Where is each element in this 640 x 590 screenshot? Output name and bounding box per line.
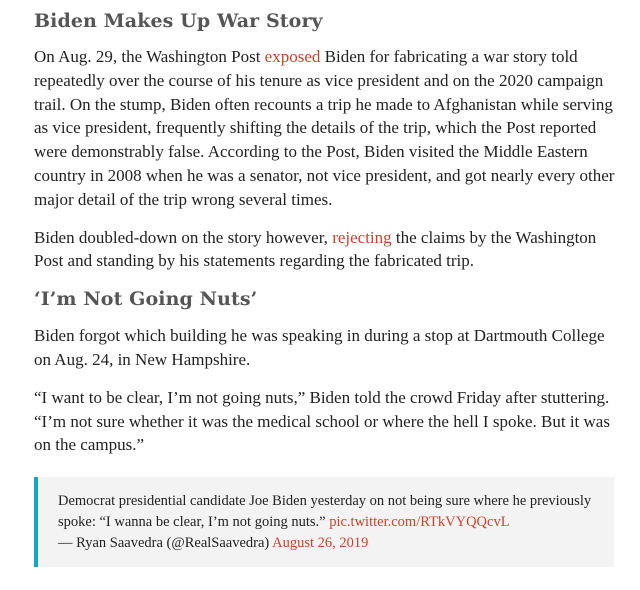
war-story-p1-text-after: Biden for fabricating a war story told repeatedly over the course of his tenure as vice president and on the 2020 campaign trail. On the stump, Biden often recounts a trip he made to Afghanistan while serving as vice president, frequently shifting the details of the trip, which the Post reported were demonstrably false. According to the Post, Biden visited the Middle Eastern country in 2008 when he was a senator, not vice president, and got nearly every other major detail of the trip wrong several times. xyxy=(34,47,615,209)
tweet-date-link[interactable]: August 26, 2019 xyxy=(272,535,369,552)
embedded-tweet-quote xyxy=(34,477,614,567)
tweet-text: Democrat presidential candidate Joe Biden yesterday on not being sure where he previously spoke: “I wanna be clear, I’m not going nuts.” xyxy=(58,493,592,531)
nuts-paragraph-2: “I want to be clear, I’m not going nuts,” Biden told the crowd Friday after stuttering. “I’m not sure whether it was the medical school or where the hell I spoke. But it was on the campus.” xyxy=(34,387,610,455)
section-heading-war-story: Biden Makes Up War Story xyxy=(34,10,323,32)
war-story-paragraph-2 xyxy=(34,226,620,274)
rejecting-link[interactable]: rejecting xyxy=(332,227,392,247)
tweet-attribution: — Ryan Saavedra (@RealSaavedra) xyxy=(58,535,273,552)
war-story-p2-text-after: the claims by the Washington Post and standing by his statements regarding the fabricated trip. xyxy=(34,227,597,271)
war-story-p2-text-before: Biden doubled-down on the story however, xyxy=(34,227,333,247)
tweet-pic-link[interactable]: pic.twitter.com/RTkVYQQcvL xyxy=(329,514,510,531)
war-story-p1-text-before: On Aug. 29, the Washington Post xyxy=(34,47,265,66)
section-heading-not-going-nuts: ‘I’m Not Going Nuts’ xyxy=(34,288,258,311)
exposed-link[interactable]: exposed xyxy=(264,47,321,66)
war-story-paragraph-1 xyxy=(34,45,620,212)
nuts-paragraph-1: Biden forgot which building he was speaking in during a stop at Dartmouth College on Aug. 24, in New Hampshire. xyxy=(34,326,605,369)
